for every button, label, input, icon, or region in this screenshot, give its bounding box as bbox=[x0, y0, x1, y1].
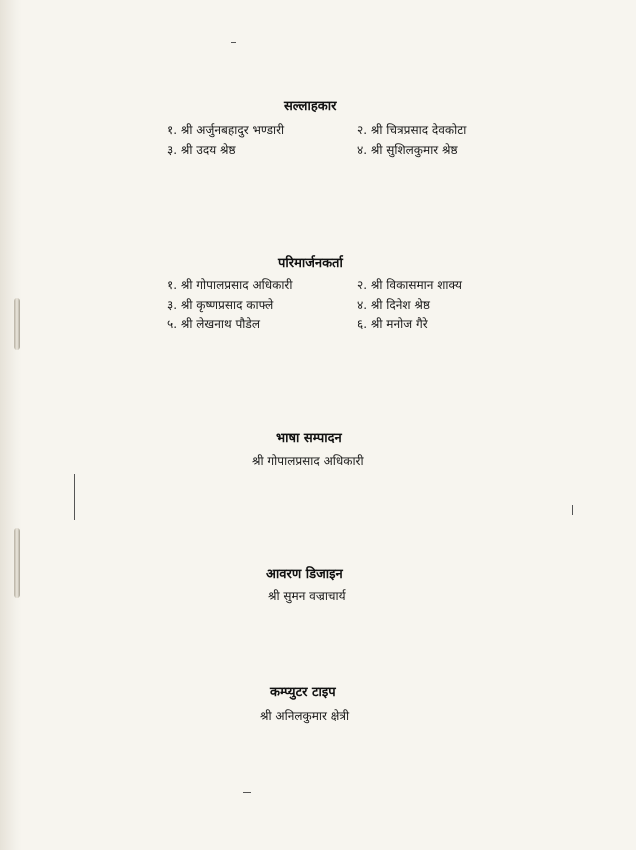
advisor-entry-1: १. श्री अर्जुनबहादुर भण्डारी bbox=[167, 123, 285, 137]
staple-mark-bottom bbox=[14, 528, 20, 598]
advisor-entry-3: ३. श्री उदय श्रेष्ठ bbox=[167, 143, 236, 157]
advisor-entry-4: ४. श्री सुशिलकुमार श्रेष्ठ bbox=[357, 143, 458, 157]
editor-entry-1: १. श्री गोपालप्रसाद अधिकारी bbox=[167, 278, 293, 292]
staple-mark-top bbox=[14, 298, 20, 350]
editor-entry-3: ३. श्री कृष्णप्रसाद काफ्ले bbox=[167, 298, 274, 312]
scan-mark bbox=[243, 792, 251, 793]
advisors-heading: सल्लाहकार bbox=[284, 99, 337, 114]
computer-typist-name: श्री अनिलकुमार क्षेत्री bbox=[260, 709, 350, 723]
cover-designer-name: श्री सुमन वज्राचार्य bbox=[268, 589, 346, 603]
binding-edge bbox=[0, 0, 22, 850]
scan-mark bbox=[572, 505, 573, 515]
editor-entry-2: २. श्री विकासमान शाक्य bbox=[357, 278, 462, 292]
scan-mark bbox=[74, 474, 75, 520]
computer-type-heading: कम्प्युटर टाइप bbox=[270, 685, 336, 700]
scan-mark bbox=[231, 42, 236, 43]
editor-entry-4: ४. श्री दिनेश श्रेष्ठ bbox=[357, 298, 430, 312]
editor-entry-6: ६. श्री मनोज गैरे bbox=[357, 317, 428, 331]
language-editor-name: श्री गोपालप्रसाद अधिकारी bbox=[252, 454, 364, 468]
cover-design-heading: आवरण डिजाइन bbox=[266, 567, 343, 582]
advisor-entry-2: २. श्री चित्रप्रसाद देवकोटा bbox=[357, 123, 467, 137]
language-editing-heading: भाषा सम्पादन bbox=[276, 431, 342, 446]
editors-heading: परिमार्जनकर्ता bbox=[278, 256, 343, 271]
editor-entry-5: ५. श्री लेखनाथ पौडेल bbox=[167, 317, 260, 331]
